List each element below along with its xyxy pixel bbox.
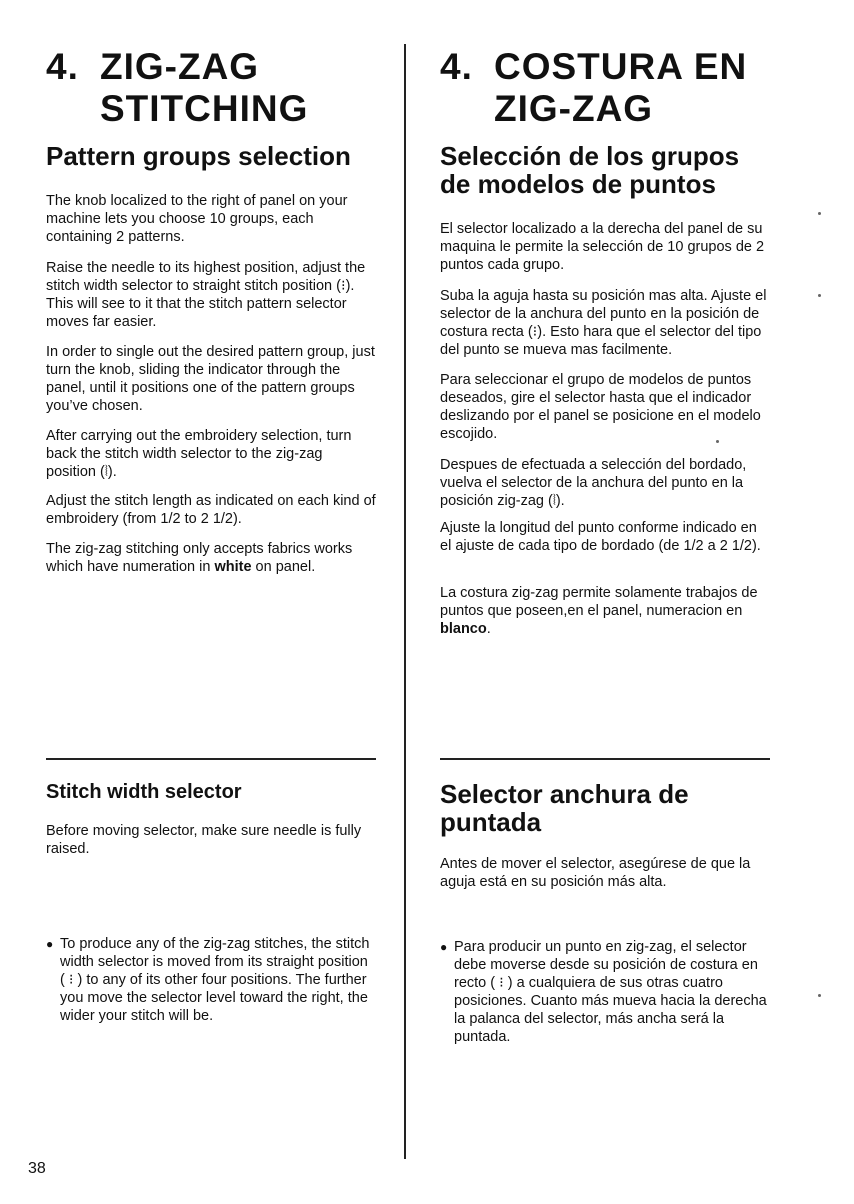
scan-speck: [716, 440, 719, 443]
stitch-width-heading-es: Selector anchura de puntada: [440, 779, 689, 837]
title-line-2: STITCHING: [100, 88, 309, 129]
paragraph: After carrying out the embroidery selection, turn back the stitch width selector to the zig-zag position (⦚).: [46, 428, 352, 480]
section-number: 4.: [46, 46, 79, 87]
paragraph-last: The zig-zag stitching only accepts fabrics works which have numeration in white on panel.: [46, 541, 353, 575]
bullet-icon: ●: [46, 937, 54, 951]
section-title-es: [440, 46, 780, 130]
bullet-item: ● Para producir un punto en zig-zag, el selector debe moverse desde su posición de costura en recto ( ⁝ ) a cualquiera de sus otras cuatro posiciones. Cuanto más mueva hacia la derecha la palanca del selector, más ancha será la puntada.: [440, 939, 767, 1045]
stitch-width-heading-en: Stitch width selector: [46, 781, 242, 803]
section-rule: [440, 758, 770, 760]
paragraph: Despues de efectuada a selección del bordado, vuelva el selector de la anchura del punto en la posición zig-zag (⦚).: [440, 457, 747, 509]
title-line-1: ZIG-ZAG: [100, 46, 260, 87]
stitch-intro: Before moving selector, make sure needle is fully raised.: [46, 823, 362, 857]
subtitle-en: Pattern groups selection: [46, 141, 351, 171]
section-rule: [46, 758, 376, 760]
paragraph: The knob localized to the right of panel on your machine lets you choose 10 groups, each containing 2 patterns.: [46, 193, 348, 245]
subtitle-es: Selección de los grupos de modelos de puntos: [440, 141, 740, 199]
page-number: 38: [28, 1160, 46, 1177]
bullet-item: ● To produce any of the zig-zag stitches, the stitch width selector is moved from its straight position ( ⁝ ) to any of its other four positions. The further you move the selector level toward the right, the wider your stitch will be.: [46, 936, 370, 1024]
section-number: 4.: [440, 46, 473, 87]
paragraph: Ajuste la longitud del punto conforme indicado en el ajuste de cada tipo de bordado (de 1/2 a 2 1/2).: [440, 520, 761, 554]
bold-word: white: [214, 559, 252, 575]
paragraph: Raise the needle to its highest position, adjust the stitch width selector to straight stitch position (⁝). This will see to it that the stitch pattern selector moves far easier.: [46, 260, 366, 330]
paragraph: Para seleccionar el grupo de modelos de puntos deseados, gire el selector hasta que el indicador deslizando por el panel se posicione en el modelo escojido.: [440, 372, 761, 442]
scan-speck: [818, 994, 821, 997]
title-line-1: COSTURA EN: [494, 46, 748, 87]
stitch-intro: Antes de mover el selector, asegúrese de que la aguja está en su posición más alta.: [440, 856, 751, 890]
bold-word: blanco: [440, 621, 487, 637]
bullet-icon: ●: [440, 940, 448, 954]
paragraph: El selector localizado a la derecha del panel de su maquina le permite la selección de 10 grupos de 2 puntos cada grupo.: [440, 221, 765, 273]
scan-speck: [818, 212, 821, 215]
paragraph: Adjust the stitch length as indicated on each kind of embroidery (from 1/2 to 2 1/2).: [46, 493, 376, 527]
section-title-en: [46, 46, 386, 130]
paragraph: In order to single out the desired pattern group, just turn the knob, sliding the indicator through the panel, until it positions one of the pattern groups you’ve chosen.: [46, 344, 375, 414]
scan-speck: [818, 294, 821, 297]
column-divider: [404, 44, 406, 1159]
paragraph: Suba la aguja hasta su posición mas alta. Ajuste el selector de la anchura del punto en la posición de costura recta (⁝). Esto hara que el selector del tipo del punto se mueva mas facilmente.: [440, 288, 767, 358]
title-line-2: ZIG-ZAG: [494, 88, 654, 129]
paragraph-last: La costura zig-zag permite solamente trabajos de puntos que poseen,en el panel, numeracion en blanco.: [440, 585, 758, 637]
